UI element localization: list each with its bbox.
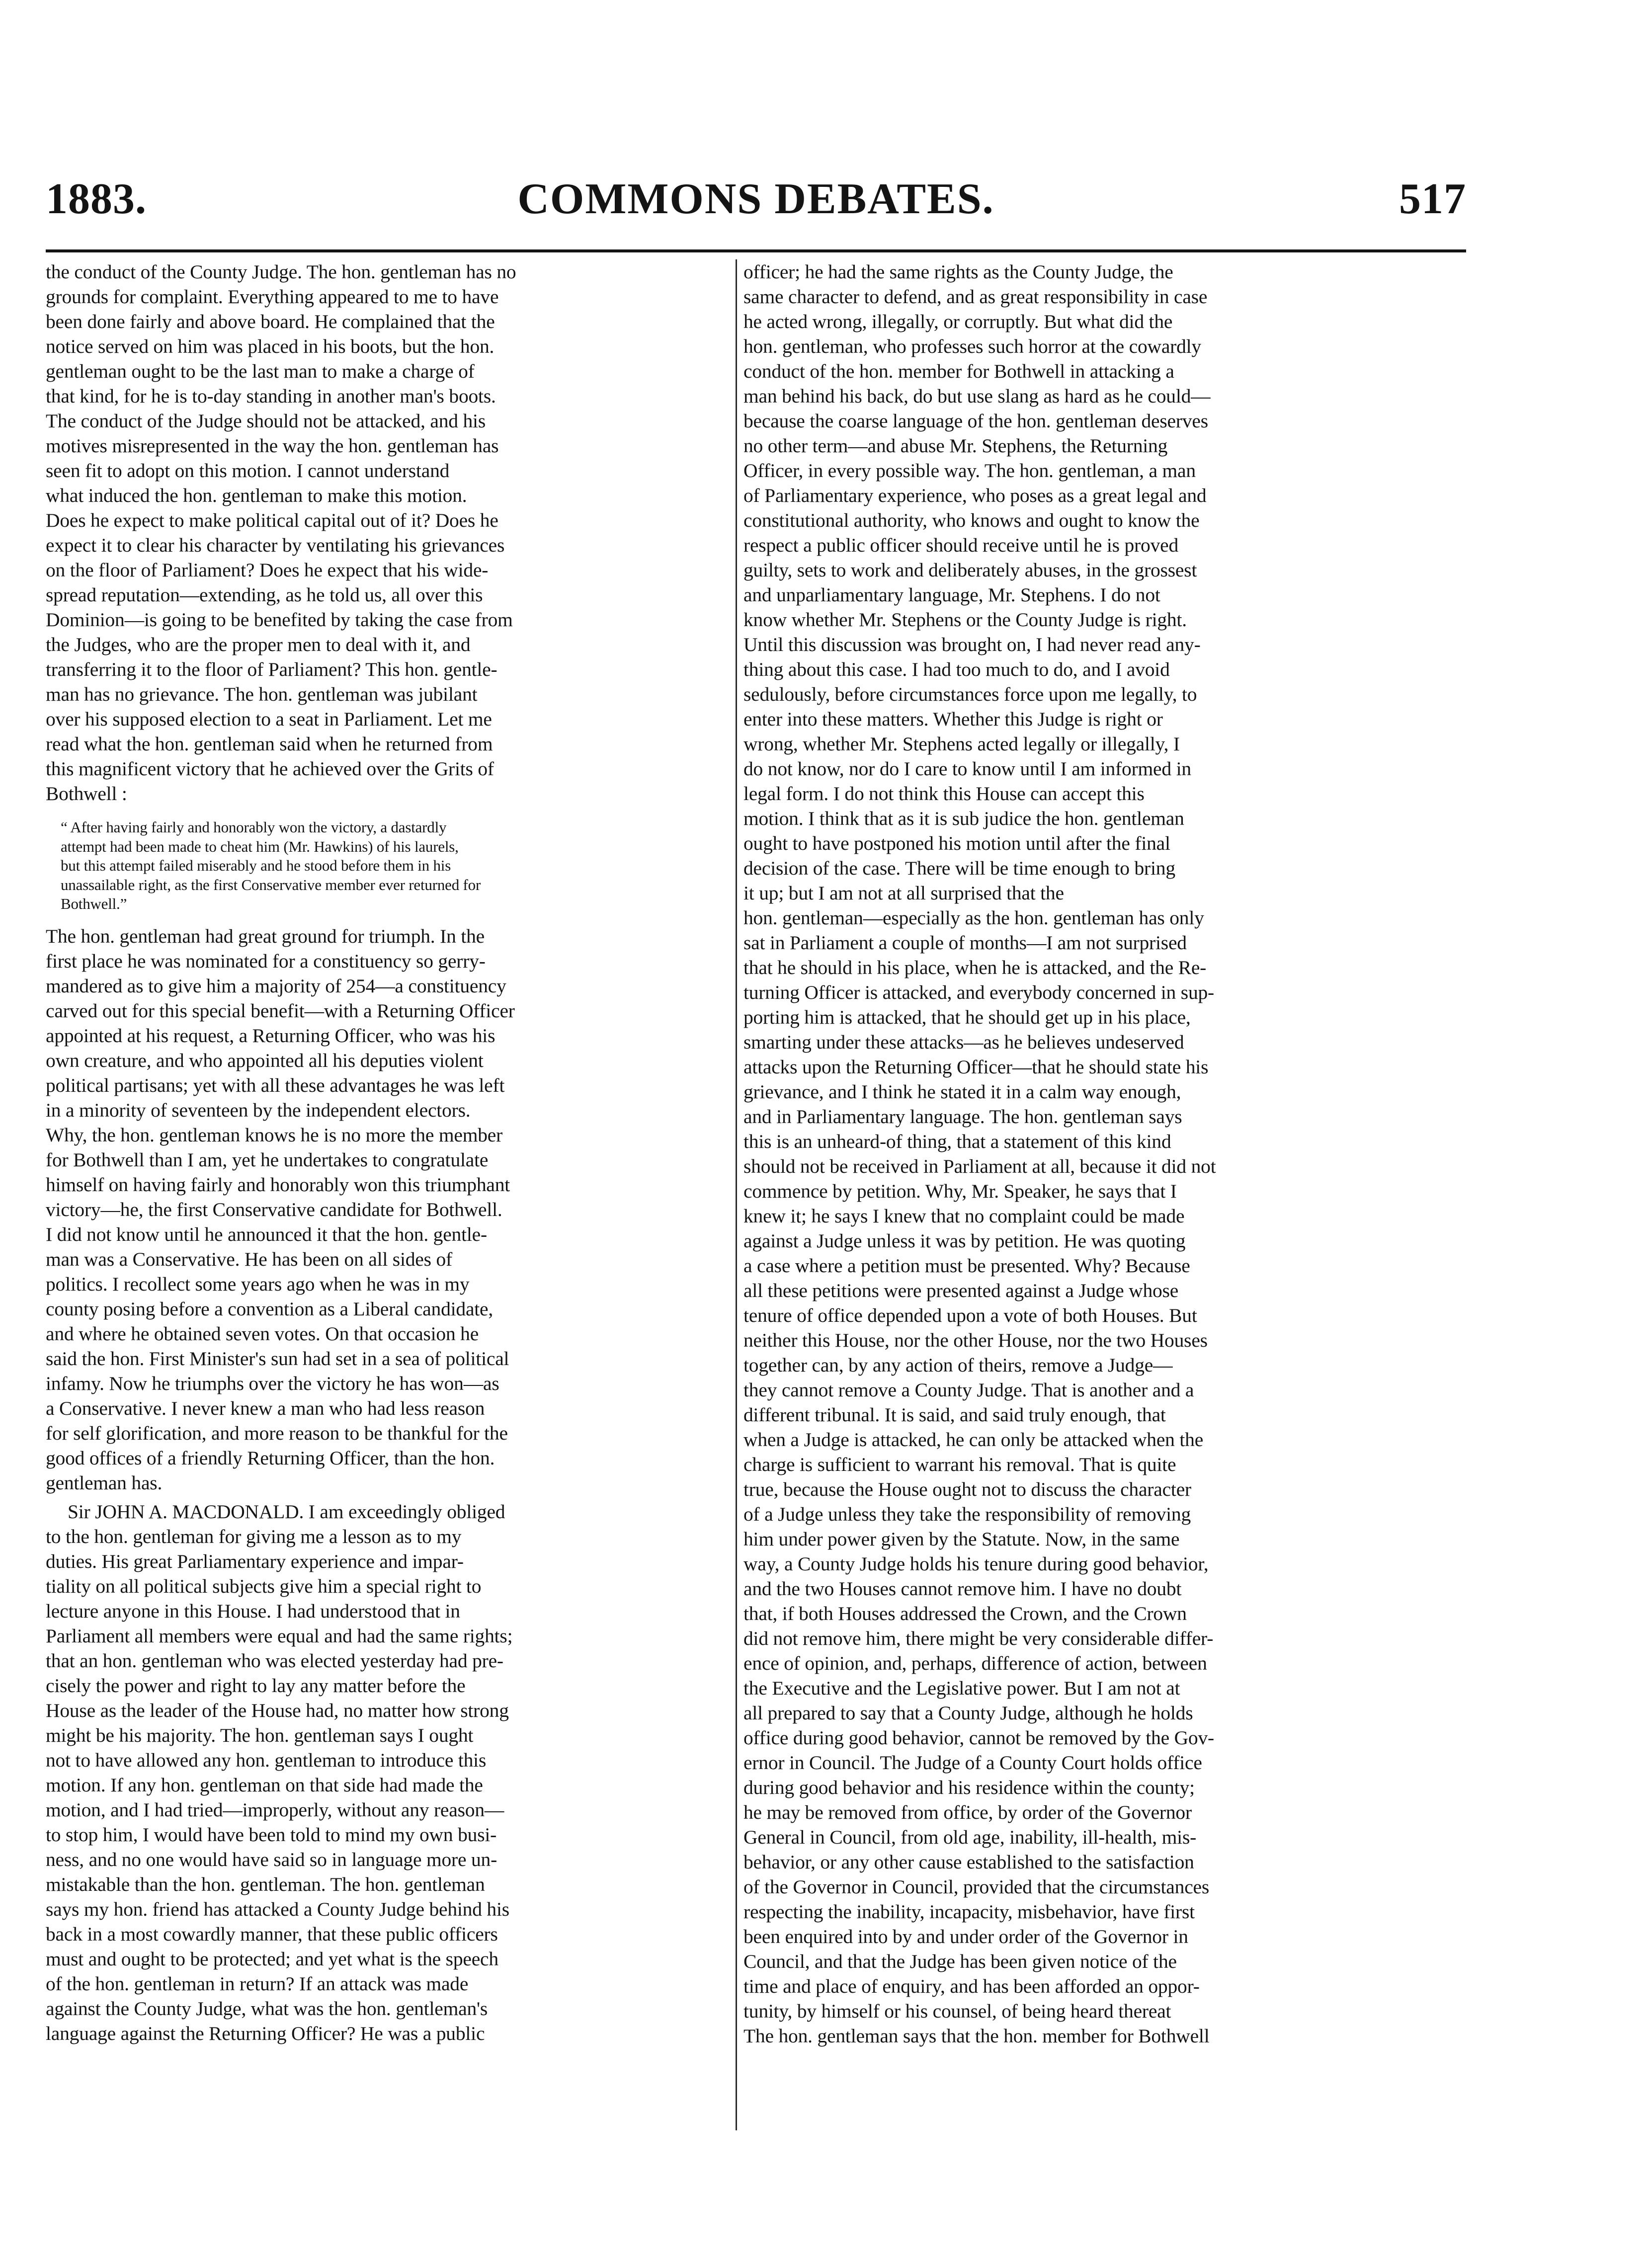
text-line: Officer, in every possible way. The hon. gentleman, a man bbox=[743, 460, 1196, 482]
text-line: decision of the case. There will be time enough to bring bbox=[743, 857, 1175, 879]
header-year: 1883. bbox=[46, 175, 147, 223]
text-line: The hon. gentleman had great ground for triumph. In the bbox=[46, 925, 485, 947]
right-paragraph bbox=[743, 259, 1466, 2048]
text-line: guilty, sets to work and deliberately abuses, in the grossest bbox=[743, 559, 1197, 581]
text-line: should not be received in Parliament at all, because it did not bbox=[743, 1155, 1216, 1177]
text-line: grievance, and I think he stated it in a calm way enough, bbox=[743, 1081, 1181, 1103]
text-line: says my hon. friend has attacked a County Judge behind his bbox=[46, 1898, 509, 1920]
text-line: Parliament all members were equal and had the same rights; bbox=[46, 1624, 513, 1647]
text-line: grounds for complaint. Everything appeared to me to have bbox=[46, 286, 499, 308]
text-line: transferring it to the floor of Parliament? This hon. gentle- bbox=[46, 658, 497, 680]
text-line: tiality on all political subjects give him a special right to bbox=[46, 1575, 482, 1597]
text-line: expect it to clear his character by ventilating his grievances bbox=[46, 534, 505, 556]
text-line: officer; he had the same rights as the County Judge, the bbox=[743, 261, 1173, 283]
text-line: different tribunal. It is said, and said truly enough, that bbox=[743, 1404, 1166, 1426]
text-line: turning Officer is attacked, and everybody concerned in sup- bbox=[743, 981, 1214, 1003]
text-line: sedulously, before circumstances force upon me legally, to bbox=[743, 683, 1197, 705]
text-line: together can, by any action of theirs, remove a Judge— bbox=[743, 1354, 1173, 1376]
text-line: said the hon. First Minister's sun had set in a sea of political bbox=[46, 1347, 509, 1370]
text-line: hon. gentleman—especially as the hon. gentleman has only bbox=[743, 907, 1204, 929]
text-line: hon. gentleman, who professes such horror at the cowardly bbox=[743, 335, 1201, 357]
text-line: attacks upon the Returning Officer—that he should state his bbox=[743, 1056, 1209, 1078]
text-line: same character to defend, and as great responsibility in case bbox=[743, 286, 1208, 308]
text-line: not to have allowed any hon. gentleman to introduce this bbox=[46, 1749, 487, 1771]
header-page-number: 517 bbox=[1399, 175, 1466, 223]
text-line: first place he was nominated for a constituency so gerry- bbox=[46, 950, 486, 972]
text-line: Does he expect to make political capital out of it? Does he bbox=[46, 509, 498, 531]
text-line: what induced the hon. gentleman to make this motion. bbox=[46, 485, 467, 506]
text-line: but this attempt failed miserably and he stood before them in his bbox=[61, 857, 451, 874]
text-line: and the two Houses cannot remove him. I have no doubt bbox=[743, 1578, 1182, 1600]
text-line: he may be removed from office, by order of the Governor bbox=[743, 1801, 1192, 1823]
text-line: ence of opinion, and, perhaps, difference of action, between bbox=[743, 1652, 1207, 1674]
text-line: tenure of office depended upon a vote of both Houses. But bbox=[743, 1304, 1197, 1326]
text-line: tunity, by himself or his counsel, of being heard thereat bbox=[743, 2000, 1171, 2022]
text-line: on the floor of Parliament? Does he expect that his wide- bbox=[46, 559, 489, 581]
text-line: House as the leader of the House had, no matter how strong bbox=[46, 1699, 509, 1721]
text-line: do not know, nor do I care to know until I am informed in bbox=[743, 758, 1191, 780]
text-line: sat in Parliament a couple of months—I am not surprised bbox=[743, 932, 1187, 954]
text-line: motion. I think that as it is sub judice the hon. gentleman bbox=[743, 808, 1184, 829]
header-rule bbox=[46, 249, 1466, 252]
text-line: that, if both Houses addressed the Crown, and the Crown bbox=[743, 1603, 1187, 1624]
text-line: in a minority of seventeen by the independent electors. bbox=[46, 1099, 471, 1121]
text-line: mandered as to give him a majority of 254—a constituency bbox=[46, 974, 506, 997]
text-line: politics. I recollect some years ago when he was in my bbox=[46, 1273, 470, 1295]
text-line: carved out for this special benefit—with a Returning Officer bbox=[46, 999, 515, 1022]
text-line: unassailable right, as the first Conservative member ever returned for bbox=[61, 876, 481, 893]
page-header bbox=[46, 174, 1466, 239]
text-line: man has no grievance. The hon. gentleman was jubilant bbox=[46, 683, 478, 705]
text-line: and in Parliamentary language. The hon. gentleman says bbox=[743, 1106, 1182, 1128]
text-line: motion. If any hon. gentleman on that side had made the bbox=[46, 1774, 483, 1796]
text-line: true, because the House ought not to discuss the character bbox=[743, 1478, 1191, 1500]
text-line: own creature, and who appointed all his deputies violent bbox=[46, 1049, 484, 1071]
text-line: no other term—and abuse Mr. Stephens, the Returning bbox=[743, 435, 1168, 457]
text-line: conduct of the hon. member for Bothwell in attacking a bbox=[743, 360, 1174, 382]
text-line: spread reputation—extending, as he told us, all over this bbox=[46, 584, 483, 606]
text-line: know whether Mr. Stephens or the County Judge is right. bbox=[743, 609, 1187, 631]
text-line: to stop him, I would have been told to mind my own busi- bbox=[46, 1823, 497, 1846]
text-line: motives misrepresented in the way the hon. gentleman has bbox=[46, 435, 499, 457]
text-line: constitutional authority, who knows and ought to know the bbox=[743, 509, 1200, 531]
text-line: ness, and no one would have said so in language more un- bbox=[46, 1848, 497, 1870]
text-line: The hon. gentleman says that the hon. member for Bothwell bbox=[743, 2025, 1210, 2047]
text-line: Bothwell : bbox=[46, 783, 127, 805]
text-line: that he should in his place, when he is attacked, and the Re- bbox=[743, 957, 1207, 978]
text-line: and unparliamentary language, Mr. Stephens. I do not bbox=[743, 584, 1160, 606]
text-line: gentleman has. bbox=[46, 1471, 163, 1494]
text-line: to the hon. gentleman for giving me a lesson as to my bbox=[46, 1525, 462, 1547]
text-line: been enquired into by and under order of the Governor in bbox=[743, 1926, 1188, 1947]
text-line: wrong, whether Mr. Stephens acted legally or illegally, I bbox=[743, 733, 1180, 755]
text-line: Council, and that the Judge has been given notice of the bbox=[743, 1950, 1177, 1972]
text-line: thing about this case. I had too much to do, and I avoid bbox=[743, 658, 1170, 680]
text-line: ernor in Council. The Judge of a County Court holds office bbox=[743, 1752, 1202, 1774]
text-line: General in Council, from old age, inability, ill-health, mis- bbox=[743, 1826, 1197, 1848]
text-line: it up; but I am not at all surprised that the bbox=[743, 882, 1064, 904]
text-line: infamy. Now he triumphs over the victory he has won—as bbox=[46, 1372, 499, 1394]
text-line: knew it; he says I knew that no complaint could be made bbox=[743, 1205, 1185, 1227]
text-line: language against the Returning Officer? He was a public bbox=[46, 2022, 485, 2044]
text-line: behavior, or any other cause established to the satisfaction bbox=[743, 1851, 1194, 1873]
text-line: Until this discussion was brought on, I had never read any- bbox=[743, 634, 1201, 655]
text-line: a Conservative. I never knew a man who had less reason bbox=[46, 1397, 485, 1419]
text-line: attempt had been made to cheat him (Mr. Hawkins) of his laurels, bbox=[61, 837, 459, 855]
text-line: of Parliamentary experience, who poses as a great legal and bbox=[743, 485, 1207, 506]
text-line: this magnificent victory that he achieved over the Grits of bbox=[46, 758, 494, 780]
text-line: The conduct of the Judge should not be attacked, and his bbox=[46, 410, 486, 432]
text-line: smarting under these attacks—as he believes undeserved bbox=[743, 1031, 1184, 1053]
text-line: Sir JOHN A. MACDONALD. I am exceedingly obliged bbox=[68, 1500, 505, 1523]
text-line: and where he obtained seven votes. On that occasion he bbox=[46, 1322, 479, 1345]
left-paragraph-3 bbox=[46, 1499, 734, 2046]
text-line: back in a most cowardly manner, that these public officers bbox=[46, 1923, 498, 1945]
text-line: enter into these matters. Whether this Judge is right or bbox=[743, 708, 1163, 730]
text-line: political partisans; yet with all these advantages he was left bbox=[46, 1074, 505, 1096]
text-line: because the coarse language of the hon. gentleman deserves bbox=[743, 410, 1208, 432]
column-divider bbox=[736, 259, 737, 2130]
text-line: gentleman ought to be the last man to make a charge of bbox=[46, 360, 475, 382]
text-line: this is an unheard-of thing, that a statement of this kind bbox=[743, 1131, 1171, 1152]
text-line: read what the hon. gentleman said when he returned from bbox=[46, 733, 493, 755]
text-line: charge is sufficient to warrant his removal. That is quite bbox=[743, 1454, 1176, 1475]
block-quote bbox=[46, 818, 734, 914]
text-line: “ After having fairly and honorably won the victory, a dastardly bbox=[61, 818, 447, 836]
text-line: legal form. I do not think this House can accept this bbox=[743, 783, 1145, 805]
text-line: him under power given by the Statute. Now, in the same bbox=[743, 1528, 1180, 1550]
text-line: respect a public officer should receive until he is proved bbox=[743, 534, 1179, 556]
text-line: man behind his back, do but use slang as hard as he could— bbox=[743, 385, 1211, 407]
text-line: Dominion—is going to be benefited by taking the case from bbox=[46, 609, 513, 631]
text-line: duties. His great Parliamentary experience and impar- bbox=[46, 1550, 464, 1572]
text-line: time and place of enquiry, and has been afforded an oppor- bbox=[743, 1975, 1200, 1997]
text-line: against a Judge unless it was by petition. He was quoting bbox=[743, 1230, 1186, 1252]
text-line: of the Governor in Council, provided that the circumstances bbox=[743, 1876, 1210, 1898]
text-line: porting him is attacked, that he should get up in his place, bbox=[743, 1006, 1191, 1028]
text-line: for Bothwell than I am, yet he undertakes to congratulate bbox=[46, 1148, 489, 1171]
header-title: COMMONS DEBATES. bbox=[517, 175, 994, 223]
text-line: ought to have postponed his motion until after the final bbox=[743, 832, 1170, 854]
text-line: mistakable than the hon. gentleman. The hon. gentleman bbox=[46, 1873, 485, 1895]
text-line: during good behavior and his residence within the county; bbox=[743, 1777, 1195, 1798]
text-line: must and ought to be protected; and yet what is the speech bbox=[46, 1947, 498, 1970]
text-line: when a Judge is attacked, he can only be attacked when the bbox=[743, 1429, 1204, 1451]
text-line: motion, and I had tried—improperly, without any reason— bbox=[46, 1798, 504, 1821]
text-line: they cannot remove a County Judge. That is another and a bbox=[743, 1379, 1194, 1401]
text-line: all prepared to say that a County Judge, although he holds bbox=[743, 1702, 1193, 1724]
text-line: that an hon. gentleman who was elected yesterday had pre- bbox=[46, 1649, 503, 1672]
text-line: Why, the hon. gentleman knows he is no more the member bbox=[46, 1124, 503, 1146]
text-line: way, a County Judge holds his tenure during good behavior, bbox=[743, 1553, 1209, 1575]
left-paragraph-1 bbox=[46, 259, 734, 806]
text-line: the conduct of the County Judge. The hon. gentleman has no bbox=[46, 261, 516, 283]
text-line: cisely the power and right to lay any matter before the bbox=[46, 1674, 466, 1697]
text-line: a case where a petition must be presented. Why? Because bbox=[743, 1255, 1190, 1277]
right-column bbox=[743, 259, 1466, 2130]
text-line: against the County Judge, what was the hon. gentleman's bbox=[46, 1997, 488, 2020]
text-line: the Executive and the Legislative power. But I am not at bbox=[743, 1677, 1180, 1699]
text-line: been done fairly and above board. He complained that the bbox=[46, 311, 495, 332]
text-line: appointed at his request, a Returning Officer, who was his bbox=[46, 1024, 495, 1047]
text-line: all these petitions were presented against a Judge whose bbox=[743, 1280, 1179, 1301]
text-line: himself on having fairly and honorably won this triumphant bbox=[46, 1173, 510, 1196]
text-line: respecting the inability, incapacity, misbehavior, have first bbox=[743, 1901, 1195, 1923]
left-column bbox=[46, 259, 734, 2130]
text-line: man was a Conservative. He has been on all sides of bbox=[46, 1248, 452, 1270]
text-line: of the hon. gentleman in return? If an attack was made bbox=[46, 1972, 469, 1995]
text-line: did not remove him, there might be very considerable differ- bbox=[743, 1627, 1214, 1649]
text-line: seen fit to adopt on this motion. I cannot understand bbox=[46, 460, 450, 482]
text-line: lecture anyone in this House. I had understood that in bbox=[46, 1600, 460, 1622]
text-line: good offices of a friendly Returning Officer, than the hon. bbox=[46, 1447, 495, 1469]
text-line: commence by petition. Why, Mr. Speaker, he says that I bbox=[743, 1180, 1177, 1202]
text-line: that kind, for he is to-day standing in another man's boots. bbox=[46, 385, 496, 407]
text-line: the Judges, who are the proper men to deal with it, and bbox=[46, 634, 471, 655]
text-line: Bothwell.” bbox=[61, 895, 127, 912]
text-line: notice served on him was placed in his boots, but the hon. bbox=[46, 335, 494, 357]
text-line: for self glorification, and more reason to be thankful for the bbox=[46, 1422, 508, 1444]
text-line: of a Judge unless they take the responsibility of removing bbox=[743, 1503, 1191, 1525]
text-line: neither this House, nor the other House, nor the two Houses bbox=[743, 1329, 1208, 1351]
text-line: might be his majority. The hon. gentleman says I ought bbox=[46, 1724, 474, 1746]
text-line: county posing before a convention as a Liberal candidate, bbox=[46, 1297, 494, 1320]
text-line: over his supposed election to a seat in Parliament. Let me bbox=[46, 708, 492, 730]
text-line: I did not know until he announced it that the hon. gentle- bbox=[46, 1223, 487, 1245]
left-paragraph-2 bbox=[46, 924, 734, 1495]
text-line: office during good behavior, cannot be removed by the Gov- bbox=[743, 1727, 1214, 1749]
text-line: victory—he, the first Conservative candidate for Bothwell. bbox=[46, 1198, 502, 1220]
text-line: he acted wrong, illegally, or corruptly. But what did the bbox=[743, 311, 1173, 332]
